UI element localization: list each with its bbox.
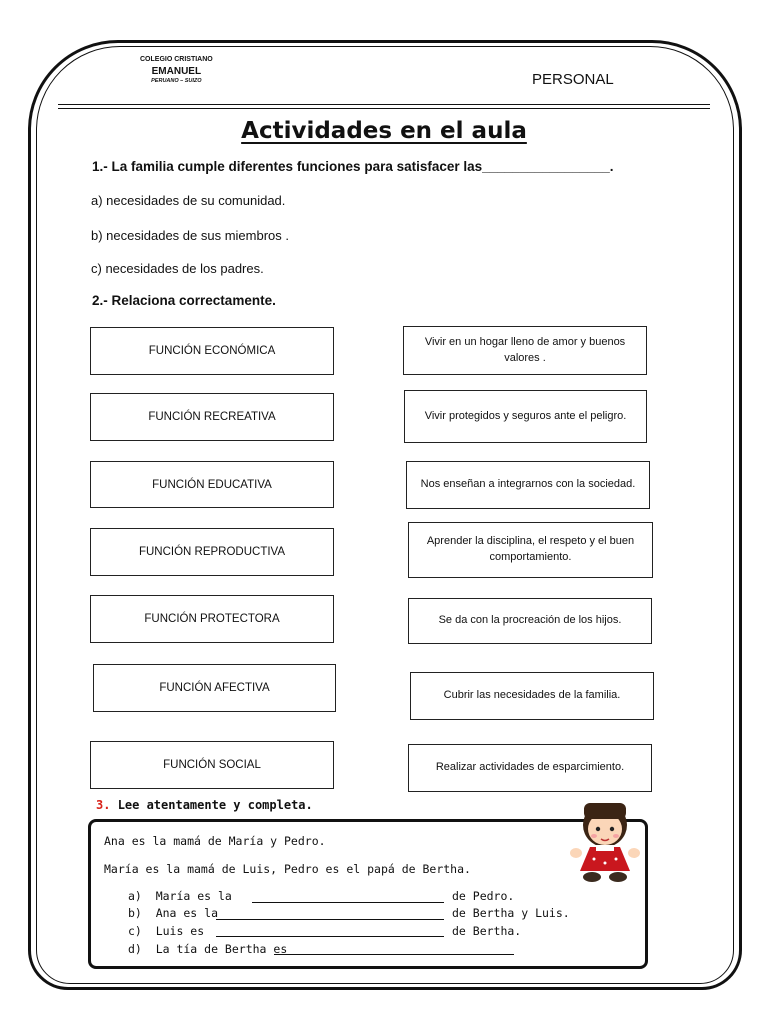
- fill-blank-c[interactable]: [216, 936, 444, 937]
- question-3-heading: [96, 798, 313, 812]
- match-left-item[interactable]: FUNCIÓN EDUCATIVA: [90, 461, 334, 508]
- match-right-item[interactable]: Aprender la disciplina, el respeto y el buen comportamiento.: [408, 522, 653, 578]
- question-3-line-2: María es la mamá de Luis, Pedro es el papá de Bertha.: [104, 862, 471, 876]
- question-1-prompt: 1.- La familia cumple diferentes funciones para satisfacer las_________________.: [92, 159, 614, 174]
- school-name-line3: PERUANO – SUIZO: [151, 77, 202, 84]
- match-right-item[interactable]: Vivir en un hogar lleno de amor y buenos valores .: [403, 326, 647, 375]
- fill-item-b-tail: de Bertha y Luis.: [452, 906, 570, 920]
- match-right-item[interactable]: Nos enseñan a integrarnos con la sociedad.: [406, 461, 650, 509]
- match-right-item[interactable]: Cubrir las necesidades de la familia.: [410, 672, 654, 720]
- school-name-line2: EMANUEL: [151, 66, 202, 78]
- fill-blank-b[interactable]: [216, 919, 444, 920]
- fill-item-c-lead: c) Luis es: [128, 924, 205, 938]
- header-divider-second: [58, 108, 710, 109]
- fill-blank-d[interactable]: [274, 954, 514, 955]
- fill-item-a-tail: de Pedro.: [452, 889, 515, 903]
- match-right-item[interactable]: Realizar actividades de esparcimiento.: [408, 744, 652, 792]
- question-1-option-b: b) necesidades de sus miembros .: [91, 228, 289, 243]
- fill-item-b-lead: b) Ana es la: [128, 906, 219, 920]
- page-title: Actividades en el aula: [241, 118, 527, 144]
- match-right-item[interactable]: Se da con la procreación de los hijos.: [408, 598, 652, 644]
- fill-item-d-lead: d) La tía de Bertha es: [128, 942, 288, 956]
- school-logo-text: [140, 56, 213, 84]
- question-3-number: 3.: [96, 798, 111, 812]
- match-right-item[interactable]: Vivir protegidos y seguros ante el peligro.: [404, 390, 647, 443]
- match-left-item[interactable]: FUNCIÓN RECREATIVA: [90, 393, 334, 441]
- match-left-item[interactable]: FUNCIÓN SOCIAL: [90, 741, 334, 789]
- question-2-prompt: 2.- Relaciona correctamente.: [92, 293, 276, 308]
- fill-blank-a[interactable]: [252, 902, 444, 903]
- match-left-item[interactable]: FUNCIÓN AFECTIVA: [93, 664, 336, 712]
- question-1-option-c: c) necesidades de los padres.: [91, 261, 264, 276]
- school-name-line1: COLEGIO CRISTIANO: [140, 56, 213, 63]
- match-left-item[interactable]: FUNCIÓN ECONÓMICA: [90, 327, 334, 375]
- match-left-item[interactable]: FUNCIÓN PROTECTORA: [90, 595, 334, 643]
- subject-label: PERSONAL: [532, 71, 614, 88]
- girl-illustration: [566, 795, 644, 885]
- match-left-item[interactable]: FUNCIÓN REPRODUCTIVA: [90, 528, 334, 576]
- question-3-line-1: Ana es la mamá de María y Pedro.: [104, 834, 326, 848]
- question-1-option-a: a) necesidades de su comunidad.: [91, 193, 286, 208]
- fill-item-a-lead: a) María es la: [128, 889, 232, 903]
- fill-item-c-tail: de Bertha.: [452, 924, 522, 938]
- header-divider: [58, 104, 710, 105]
- question-3-prompt: Lee atentamente y completa.: [117, 798, 313, 812]
